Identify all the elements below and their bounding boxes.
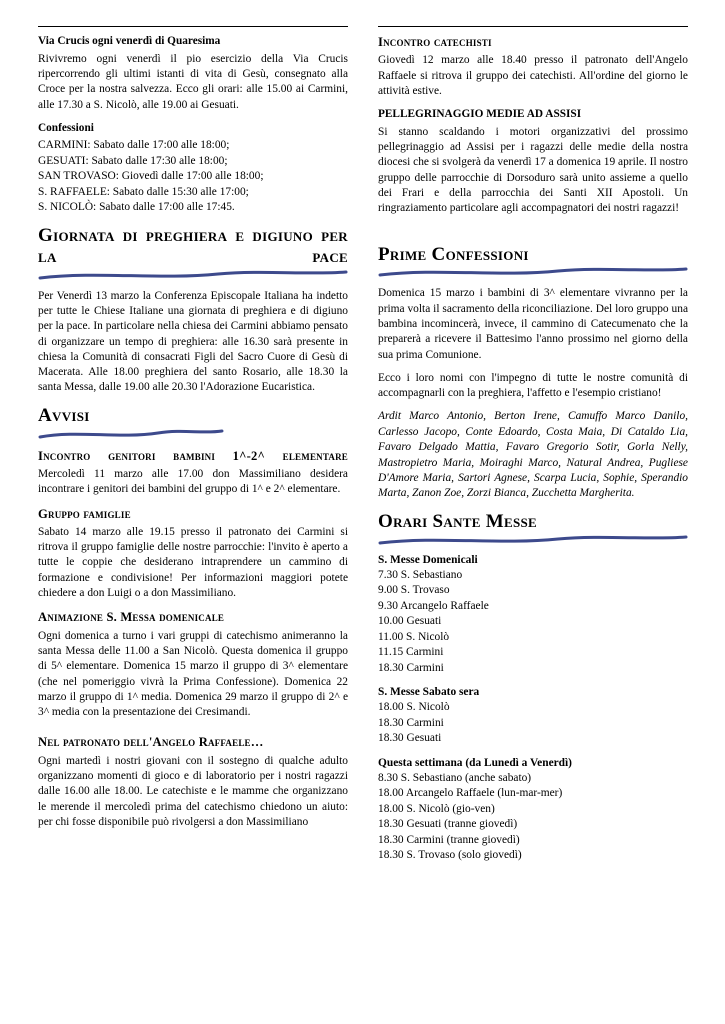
list-item: 9.30 Arcangelo Raffaele <box>378 599 489 612</box>
avviso-body: Ogni martedì i nostri giovani con il sostegno di qualche adulto organizzano momenti di gioco e di laboratorio per i nostri ragazzi dalle 16.00 alle 18.00. Le catechiste e le mamme che organizzano le merende il mercoledì prima del catechismo chiedono un aiuto: per chi fosse disponibile può rivolgersi a don Massimiliano <box>38 754 348 828</box>
avviso-heading: Animazione S. Messa domenicale <box>38 610 225 625</box>
list-item: 18.00 S. Nicolò (gio-ven) <box>378 802 495 815</box>
list-item: SAN TROVASO: Giovedì dalle 17:00 alle 18:00; <box>38 170 264 183</box>
left-column-top-rule <box>38 26 348 27</box>
mass-group-heading: S. Messe Domenicali <box>378 553 478 566</box>
list-item: 18.00 S. Nicolò <box>378 701 450 714</box>
left-column <box>38 26 348 1004</box>
list-item: CARMINI: Sabato dalle 17:00 alle 18:00; <box>38 139 230 152</box>
pellegrinaggio-body: Si stanno scaldando i motori organizzativi del prossimo pellegrinaggio ad Assisi per i ragazzi delle medie della nostra diocesi che si svolgerà da venerdì 17 a domenica 19 aprile. Il nostro gruppo delle parrocchie di Dorsoduro sarà unito assieme a quello dei Frari e della parrocchia dei Santi XII Apostoli. Un ringraziamento particolare agli accompagnatori dei nostri ragazzi! <box>378 125 688 215</box>
list-item: 18.30 Carmini <box>378 661 444 674</box>
list-item: 11.00 S. Nicolò <box>378 630 450 643</box>
list-item: S. NICOLÒ: Sabato dalle 17:00 alle 17:45. <box>38 201 235 214</box>
giornata-section-title: Giornata di preghiera e digiuno per la pace <box>38 224 348 267</box>
list-item: 9.00 S. Trovaso <box>378 584 450 597</box>
mass-group-sabato-sera <box>378 686 688 747</box>
title-swoosh-decoration <box>378 266 688 278</box>
via-crucis-body: Rivivremo ogni venerdì il pio esercizio della Via Crucis ripercorrendo gli ultimi istanti di vita di Gesù, consegnato alla Croce per la nostra salvezza. Ecco gli orari: alle 15.00 ai Carmini, alle 17.30 a S. Nicolò, alle 19.00 ai Gesuati. <box>38 52 348 111</box>
title-swoosh-decoration <box>38 269 348 281</box>
prime-confessioni-paragraph: Ecco i loro nomi con l'impegno di tutte le nostre comunità di accompagnarli con la preghiera, l'affetto e l'esempio cristiano! <box>378 371 688 400</box>
avviso-heading: Nel patronato dell'Angelo Raffaele… <box>38 735 264 750</box>
list-item: 7.30 S. Sebastiano <box>378 568 463 581</box>
right-column <box>378 26 688 1004</box>
spacer <box>378 225 688 235</box>
list-item: 8.30 S. Sebastiano (anche sabato) <box>378 771 532 784</box>
list-item: S. RAFFAELE: Sabato dalle 15:30 alle 17:00; <box>38 185 249 198</box>
list-item: 18.30 S. Trovaso (solo giovedì) <box>378 849 522 862</box>
prime-confessioni-section-title: Prime Confessioni <box>378 243 529 265</box>
right-column-top-rule <box>378 26 688 27</box>
prime-confessioni-names: Ardit Marco Antonio, Berton Irene, Camuffo Marco Danilo, Carlesso Jacopo, Conte Edoardo, Costa Maia, Di Cataldo Lia, Favaro Delgado Mattia, Favaro Gregorio Sotir, Gorla Nelly, Mastropietro Maria, Moiraghi Marco, Natural Andrea, Pugliese D'Amore Maria, Sartori Agnese, Scarpa Lucia, Sophie, Sperandio Marta, Zanon Zoe, Zorzi Bianca, Zucchetta Margherita. <box>378 410 688 500</box>
list-item: 18.00 Arcangelo Raffaele (lun-mar-mer) <box>378 787 563 800</box>
avvisi-section-title: Avvisi <box>38 404 90 426</box>
title-swoosh-decoration <box>378 534 688 546</box>
list-item: 18.30 Gesuati <box>378 732 442 745</box>
mass-group-heading: S. Messe Sabato sera <box>378 686 480 699</box>
title-swoosh-decoration <box>38 428 224 440</box>
confessioni-list <box>38 138 348 216</box>
avviso-body: Sabato 14 marzo alle 19.15 presso il patronato dei Carmini si ritrova il gruppo famiglie delle nostre parrocchie: l'invito è aperto a tutte le coppie che desiderano intraprendere un cammino di formazione e condivisione! Per informazioni maggiori potete chiedere a don Luigi o a don Massimiliano. <box>38 525 348 600</box>
avviso-heading: Gruppo famiglie <box>38 506 131 521</box>
list-item: GESUATI: Sabato dalle 17:30 alle 18:00; <box>38 154 228 167</box>
incontro-catechisti-heading: Incontro catechisti <box>378 35 492 49</box>
list-item: 18.30 Carmini (tranne giovedì) <box>378 833 520 846</box>
via-crucis-heading: Via Crucis ogni venerdì di Quaresima <box>38 35 221 47</box>
giornata-body: Per Venerdì 13 marzo la Conferenza Episcopale Italiana ha indetto per tutte le Chiese Italiane una giornata di preghiera e di digiuno per la pace. In particolare nella chiesa dei Carmini abbiamo pensato di organizzare un tempo di preghiera: alle 16.30 sarà presente in chiesa la Comunità di consacrati Figli del Sacro Cuore di Gesù di Macerata. Alle 18.00 preghiera del santo Rosario, alle 18.30 la santa Messa, dalle 19.00 alle 20.30 l'Adorazione Eucaristica. <box>38 289 348 394</box>
two-column-layout <box>38 26 687 1004</box>
prime-confessioni-paragraph: Domenica 15 marzo i bambini di 3^ elementare vivranno per la prima volta il sacramento della riconciliazione. Del loro gruppo una bambina incomincerà, invece, il cammino di Catecumenato che la preparerà a ricevere il Battesimo l'anno prossimo nel giorno della sua prima Comunione. <box>378 287 688 361</box>
list-item: 18.30 Carmini <box>378 716 444 729</box>
pellegrinaggio-heading: PELLEGRINAGGIO MEDIE AD ASSISI <box>378 108 582 121</box>
avviso-body: Mercoledì 11 marzo alle 17.00 don Massimiliano desidera incontrare i genitori dei bambini del gruppo di 1^ e 2^ elementare. <box>38 467 348 496</box>
avviso-heading: Incontro genitori bambini 1^-2^ elementare <box>38 448 348 463</box>
confessioni-heading: Confessioni <box>38 121 94 134</box>
list-item: 10.00 Gesuati <box>378 615 442 628</box>
avviso-body: Ogni domenica a turno i vari gruppi di catechismo animeranno la santa Messa delle 11.00 a San Nicolò. Questa domenica il gruppo di 5^ elementare. Domenica 15 marzo il gruppo di 3^ elementare (che nel pomeriggio vivrà la Prima Confessione). Domenica 22 marzo il gruppo di 1^ media. Domenica 29 marzo il gruppo di 2^ e 3^ media con la presentazione dei Cresimandi. <box>38 629 348 719</box>
list-item: 18.30 Gesuati (tranne giovedì) <box>378 818 518 831</box>
mass-group-heading: Questa settimana (da Lunedì a Venerdì) <box>378 756 572 769</box>
mass-group-settimana <box>378 757 688 864</box>
list-item: 11.15 Carmini <box>378 646 444 659</box>
orari-section-title: Orari Sante Messe <box>378 510 538 532</box>
mass-group-domenicali <box>378 554 688 677</box>
incontro-catechisti-body: Giovedì 12 marzo alle 18.40 presso il patronato dell'Angelo Raffaele si ritrova il gruppo dei catechisti. All'ordine del giorno le attività estive. <box>378 54 688 97</box>
